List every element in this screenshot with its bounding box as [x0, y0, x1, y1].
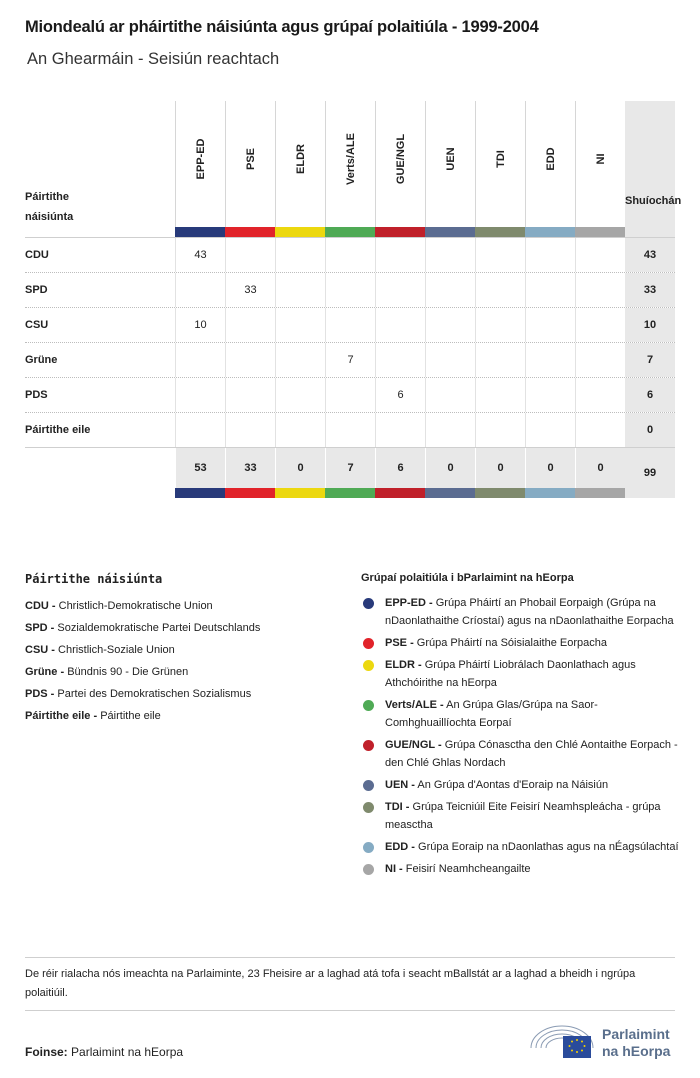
legend-item	[361, 696, 679, 732]
table-cell	[425, 308, 475, 342]
row-total: 7	[625, 343, 675, 377]
table-cell	[575, 273, 625, 307]
group-color-bar	[275, 227, 325, 237]
group-color-bar	[525, 488, 575, 498]
group-code: Verts/ALE	[344, 133, 357, 185]
table-cell: 6	[375, 378, 425, 412]
legend-abbr: PDS -	[25, 688, 55, 700]
legend-abbr: CDU -	[25, 600, 56, 612]
legend-name: An Grúpa d'Aontas d'Eoraip na Náisiún	[417, 779, 609, 791]
footnote: De réir rialacha nós imeachta na Parlaiminte, 23 Fheisire ar a laghad atá tofa i seacht mBallstát ar a laghad a bheidh i ngrúpa polaitiúil.	[25, 968, 636, 999]
table-cell	[525, 273, 575, 307]
group-color-bar	[175, 227, 225, 237]
totals-row	[25, 447, 675, 487]
legend-abbr: UEN -	[385, 779, 415, 791]
group-column-header	[525, 101, 575, 227]
table-cell	[425, 238, 475, 272]
group-total: 33	[225, 448, 275, 488]
legend-name: Grúpa Eoraip na nDaonlathas agus na nÉagsúlachtaí	[418, 841, 679, 853]
legend-abbr: EPP-ED -	[385, 597, 433, 609]
table-cell	[325, 308, 375, 342]
table-cell	[525, 413, 575, 447]
table-cell	[475, 343, 525, 377]
table-cell	[325, 238, 375, 272]
legend-name: Christlich-Demokratische Union	[58, 600, 213, 612]
political-groups-legend	[361, 572, 679, 882]
parliament-hemicycle-icon	[527, 1018, 597, 1062]
legend-title: Páirtithe náisiúnta	[25, 572, 163, 586]
table-cell	[475, 273, 525, 307]
group-total: 0	[575, 448, 625, 488]
table-cell	[575, 238, 625, 272]
legend-item	[361, 860, 679, 878]
table-cell	[325, 378, 375, 412]
group-total: 0	[525, 448, 575, 488]
table-cell	[225, 238, 275, 272]
color-dot-icon	[363, 842, 374, 853]
grand-total: 99	[625, 448, 675, 498]
table-cell	[475, 238, 525, 272]
table-cell	[225, 343, 275, 377]
color-dot-icon	[363, 864, 374, 875]
table-cell	[275, 273, 325, 307]
page-title: Miondealú ar pháirtithe náisiúnta agus grúpaí polaitiúla - 1999-2004	[25, 18, 539, 36]
legend-name: Grúpa Cónasctha den Chlé Aontaithe Eorpach - den Chlé Ghlas Nordach	[385, 739, 678, 769]
group-column-header	[275, 101, 325, 227]
table-cell	[425, 378, 475, 412]
table-cell	[225, 378, 275, 412]
group-column-header	[175, 101, 225, 227]
legend-item	[25, 705, 345, 727]
row-total: 10	[625, 308, 675, 342]
legend-item	[25, 617, 345, 639]
table-cell	[275, 378, 325, 412]
legend-name: Partei des Demokratischen Sozialismus	[57, 688, 252, 700]
group-color-bar	[325, 488, 375, 498]
group-column-header	[375, 101, 425, 227]
group-color-bar	[325, 227, 375, 237]
party-name: CSU	[25, 319, 49, 331]
table-row	[25, 237, 675, 272]
table-cell	[525, 343, 575, 377]
legend-item	[25, 661, 345, 683]
table-cell	[175, 273, 225, 307]
legend-name: Sozialdemokratische Partei Deutschlands	[57, 622, 261, 634]
table-cell	[275, 343, 325, 377]
table-cell: 7	[325, 343, 375, 377]
group-code: EPP-ED	[194, 138, 207, 180]
group-code: PSE	[244, 147, 257, 171]
group-color-bar	[375, 488, 425, 498]
source-value: Parlaimint na hEorpa	[71, 1045, 184, 1059]
group-total: 6	[375, 448, 425, 488]
legend-name: Grúpa Pháirtí Liobrálach Daonlathach agus Athchóirithe na hEorpa	[385, 659, 636, 689]
legend-abbr: TDI -	[385, 801, 410, 813]
legend-item	[361, 634, 679, 652]
group-color-bar	[175, 488, 225, 498]
table-cell	[275, 413, 325, 447]
color-dot-icon	[363, 700, 374, 711]
divider	[25, 957, 675, 958]
legend-item	[25, 683, 345, 705]
group-column-header	[575, 101, 625, 227]
legend-name: Grúpa Teicniúil Eite Feisirí Neamhspleácha - grúpa measctha	[385, 801, 661, 831]
group-code: GUE/NGL	[394, 133, 407, 185]
table-cell	[275, 308, 325, 342]
national-parties-legend	[25, 572, 345, 727]
row-total: 6	[625, 378, 675, 412]
legend-item	[361, 776, 679, 794]
table-row	[25, 342, 675, 377]
table-cell	[425, 413, 475, 447]
legend-abbr: PSE -	[385, 637, 414, 649]
color-dot-icon	[363, 638, 374, 649]
legend-item	[361, 736, 679, 772]
page-subtitle: An Ghearmáin - Seisiún reachtach	[27, 50, 280, 68]
table-cell	[375, 238, 425, 272]
group-color-bar	[475, 227, 525, 237]
table-cell	[375, 273, 425, 307]
party-name: Grüne	[25, 354, 58, 366]
group-color-bar	[475, 488, 525, 498]
total-column-header	[625, 101, 682, 237]
table-row	[25, 412, 675, 447]
legend-abbr: GUE/NGL -	[385, 739, 442, 751]
total-header-label: Shuíochán	[625, 195, 682, 207]
table-cell	[375, 308, 425, 342]
party-name: SPD	[25, 284, 48, 296]
color-dot-icon	[363, 802, 374, 813]
table-cell	[425, 273, 475, 307]
legend-name: Grúpa Pháirtí na Sóisialaithe Eorpacha	[416, 637, 607, 649]
group-color-bar	[275, 488, 325, 498]
divider	[25, 1010, 675, 1011]
color-dot-icon	[363, 660, 374, 671]
table-cell	[525, 238, 575, 272]
logo-line1: Parlaimint	[602, 1026, 670, 1042]
group-total: 53	[175, 448, 225, 488]
source-label: Foinse:	[25, 1045, 68, 1059]
row-total: 33	[625, 273, 675, 307]
table-cell	[425, 343, 475, 377]
table-row	[25, 377, 675, 412]
table-cell	[225, 413, 275, 447]
legend-item	[361, 798, 679, 834]
group-code: EDD	[544, 147, 557, 171]
table-row	[25, 272, 675, 307]
table-cell	[375, 413, 425, 447]
legend-name: Feisirí Neamhcheangailte	[405, 863, 531, 875]
group-code: NI	[594, 153, 607, 165]
group-color-bar	[425, 488, 475, 498]
row-total: 43	[625, 238, 675, 272]
party-name: Páirtithe eile	[25, 424, 91, 436]
table-cell	[275, 238, 325, 272]
table-cell: 43	[175, 238, 225, 272]
color-dot-icon	[363, 780, 374, 791]
table-cell	[525, 378, 575, 412]
group-total: 0	[425, 448, 475, 488]
legend-name: An Grúpa Glas/Grúpa na Saor-Comhghuaillíochta Eorpaí	[385, 699, 598, 729]
group-color-bar	[575, 488, 625, 498]
legend-abbr: Verts/ALE -	[385, 699, 444, 711]
seat-table	[25, 101, 682, 487]
source	[25, 1045, 183, 1059]
table-cell	[475, 378, 525, 412]
group-code: UEN	[444, 147, 457, 171]
legend-abbr: ELDR -	[385, 659, 422, 671]
group-color-bar	[425, 227, 475, 237]
legend-abbr: NI -	[385, 863, 403, 875]
table-cell	[175, 343, 225, 377]
group-total: 7	[325, 448, 375, 488]
legend-name: Christlich-Soziale Union	[58, 644, 175, 656]
table-cell	[225, 308, 275, 342]
table-cell	[525, 308, 575, 342]
row-header-label: Páirtithe náisiúnta	[25, 191, 74, 223]
legend-item	[361, 656, 679, 692]
legend-abbr: CSU -	[25, 644, 55, 656]
table-cell	[325, 413, 375, 447]
group-column-header	[425, 101, 475, 227]
table-cell: 33	[225, 273, 275, 307]
color-dot-icon	[363, 740, 374, 751]
legend-abbr: Grüne -	[25, 666, 65, 678]
group-color-bar	[225, 227, 275, 237]
legend-abbr: EDD -	[385, 841, 415, 853]
legend-item	[25, 595, 345, 617]
logo-text	[602, 1026, 670, 1060]
legend-item	[361, 838, 679, 856]
logo-line2: na hEorpa	[602, 1043, 671, 1059]
table-row	[25, 307, 675, 342]
table-cell	[175, 378, 225, 412]
table-cell	[575, 378, 625, 412]
group-color-bar	[525, 227, 575, 237]
table-cell: 10	[175, 308, 225, 342]
legend-abbr: Páirtithe eile -	[25, 710, 98, 722]
group-column-header	[475, 101, 525, 227]
table-cell	[575, 413, 625, 447]
group-column-header	[325, 101, 375, 227]
legend-name: Páirtithe eile	[100, 710, 161, 722]
table-cell	[475, 308, 525, 342]
group-column-header	[225, 101, 275, 227]
legend-name: Bündnis 90 - Die Grünen	[67, 666, 189, 678]
legend-item	[25, 639, 345, 661]
group-color-bar	[225, 488, 275, 498]
table-cell	[175, 413, 225, 447]
legend-abbr: SPD -	[25, 622, 55, 634]
row-total: 0	[625, 413, 675, 447]
table-cell	[475, 413, 525, 447]
group-color-bar	[575, 227, 625, 237]
group-total: 0	[275, 448, 325, 488]
party-name: PDS	[25, 389, 48, 401]
group-code: ELDR	[294, 144, 307, 174]
legend-name: Grúpa Pháirtí an Phobail Eorpaigh (Grúpa na nDaonlathaithe Críostaí) agus na nDaonlathaithe Eorpacha	[385, 597, 674, 627]
group-color-bar	[375, 227, 425, 237]
european-parliament-logo	[527, 1018, 679, 1062]
group-code: TDI	[494, 150, 507, 168]
party-name: CDU	[25, 249, 49, 261]
table-header	[25, 101, 682, 237]
table-cell	[575, 308, 625, 342]
table-cell	[375, 343, 425, 377]
legend-title: Grúpaí polaitiúla i bParlaimint na hEorpa	[361, 572, 574, 584]
table-cell	[575, 343, 625, 377]
color-dot-icon	[363, 598, 374, 609]
group-total: 0	[475, 448, 525, 488]
legend-item	[361, 594, 679, 630]
table-cell	[325, 273, 375, 307]
